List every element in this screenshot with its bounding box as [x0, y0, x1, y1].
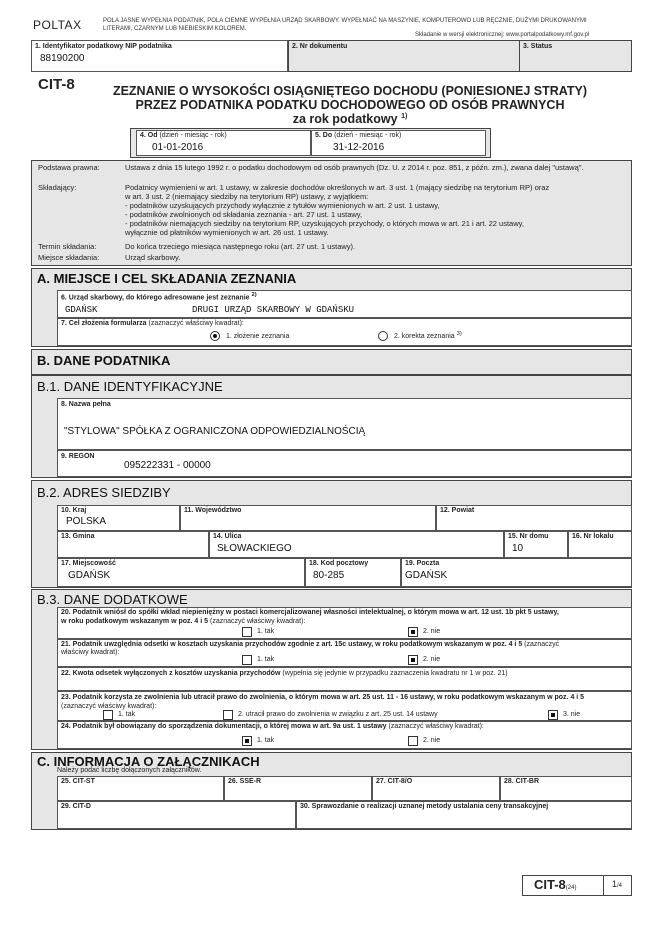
regon-label: 9. REGON — [61, 453, 95, 460]
field-23-hint: (zaznaczyć właściwy kwadrat): — [61, 703, 157, 710]
date-from-value: 01-01-2016 — [152, 142, 204, 153]
form-code: CIT-8 — [38, 76, 75, 93]
footer-divider — [603, 875, 604, 896]
field-21-no-label: 2. nie — [423, 656, 441, 663]
field-23-opt2-label: 2. utracił prawo do zwolnienia w związku z art. 25 ust. 14 ustawy — [238, 711, 438, 718]
section-c-hint: Należy podać liczbę dołączonych załączników. — [57, 767, 202, 774]
regon-value: 095222331 - 00000 — [124, 460, 211, 471]
date-from-label: 4. Od (dzień - miesiąc - rok) — [140, 132, 227, 139]
field-24-no-label: 2. nie — [423, 737, 441, 744]
purpose-option-correction[interactable]: 2. korekta zeznania $^{3)}$ — [378, 331, 462, 341]
apartment-label: 16. Nr lokalu — [572, 533, 614, 540]
full-name-label: 8. Nazwa pełna — [61, 401, 111, 408]
field-20-no-label: 2. nie — [423, 628, 441, 635]
nip-value: 88190200 — [40, 53, 85, 64]
divider — [519, 40, 520, 72]
poltax-label: POLTAX — [33, 18, 82, 32]
filer-line: wyłącznie od płatników wymienionych w art. 26 ust. 1 ustawy. — [125, 228, 329, 237]
full-name-value: "STYLOWA" SPÓŁKA Z OGRANICZONA ODPOWIEDZIALNOŚCIĄ — [64, 426, 366, 437]
radio-unchecked-icon[interactable] — [378, 331, 388, 341]
field-22-label: 22. Kwota odsetek wyłączonych z kosztów uzyskania przychodów (wypełnia się jedynie w przypadku zaznaczenia kwadratu nr 1 w poz. 21) — [61, 670, 508, 677]
house-number-value: 10 — [512, 543, 524, 554]
field-21-label: 21. Podatnik uwzględnia odsetki w kosztach uzyskania przychodów zgodnie z art. 15c ustawy, w roku podatkowym wskazanym w poz. 4 i 5 (zaznaczyć — [61, 641, 560, 648]
place-label: Miejsce składania: — [38, 253, 100, 262]
street-value: SŁOWACKIEGO — [217, 543, 292, 554]
field-20-no-checkbox[interactable] — [408, 627, 418, 637]
deadline-label: Termin składania: — [38, 242, 97, 251]
filer-line: w art. 3 ust. 2 (niemający siedziby na terytorium RP) ustawy, z wyjątkiem: — [125, 192, 369, 201]
title-line3: za rok podatkowy $^{1)}$ — [292, 112, 408, 126]
nip-label: 1. Identyfikator podatkowy NIP podatnika — [35, 43, 172, 50]
field-23-opt3-label: 3. nie — [563, 711, 581, 718]
attachment-cit-st-label: 25. CIT-ST — [61, 778, 95, 785]
field-20-yes-label: 1. tak — [257, 628, 275, 635]
section-b3-title: B.3. DANE DODATKOWE — [37, 592, 188, 607]
tax-office-label: 6. Urząd skarbowy, do którego adresowane jest zeznanie $^{2)}$ — [61, 292, 257, 302]
country-value: POLSKA — [66, 516, 107, 527]
post-office-value: GDAŃSK — [405, 570, 448, 581]
field-21-no-checkbox[interactable] — [408, 655, 418, 665]
deadline-text: Do końca trzeciego miesiąca następnego roku (art. 27 ust. 1 ustawy). — [125, 242, 356, 251]
postal-code-value: 80-285 — [313, 570, 345, 581]
attachment-cit-8o-label: 27. CIT-8/O — [376, 778, 413, 785]
filer-line: Podatnicy wymienieni w art. 1 ustawy, w zakresie dochodów określonych w art. 3 ust. 1 (mający siedzibę na terytorium RP) oraz — [125, 183, 550, 192]
tax-office-name: DRUGI URZĄD SKARBOWY W GDAŃSKU — [192, 305, 355, 315]
field-24-yes-checkbox[interactable] — [242, 736, 252, 746]
attachment-cit-d[interactable] — [57, 801, 296, 829]
basis-text: Ustawa z dnia 15 lutego 1992 r. o podatku dochodowym od osób prawnych (Dz. U. z 2014 r. poz. 851, z późn. zm.), zwana dalej "ustawą". — [125, 163, 584, 172]
field-23-opt3-checkbox[interactable] — [548, 710, 558, 720]
filer-line: - podatników zwolnionych od składania zeznania - art. 27 ust. 1 ustawy, — [125, 210, 363, 219]
field-23-opt1-label: 1. tak — [118, 711, 136, 718]
section-a-title: A. MIEJSCE I CEL SKŁADANIA ZEZNANIA — [37, 271, 297, 286]
place-text: Urząd skarbowy. — [125, 253, 181, 262]
status-label: 3. Status — [523, 43, 553, 50]
full-name-field[interactable] — [57, 398, 632, 450]
field-20-label: 20. Podatnik wniósł do spółki wkład niepieniężny w postaci komercjalizowanej własności intelektualnej, o którym mowa w art. 12 ust. 1b pkt 5 ustawy, — [61, 609, 559, 616]
field-24-no-checkbox[interactable] — [408, 736, 418, 746]
purpose-label: 7. Cel złożenia formularza (zaznaczyć właściwy kwadrat): — [61, 320, 244, 327]
filer-line: - podatników uzyskujących przychody wyłącznie z tytułów wymienionych w art. 2 ust. 1 ustawy, — [125, 201, 440, 210]
field-23-label: 23. Podatnik korzysta ze zwolnienia lub utracił prawo do zwolnienia, o którym mowa w art. 25 ust. 11 - 16 ustawy, w roku podatkowym wskazanym w poz. 4 i 5 — [61, 694, 585, 701]
city-value: GDAŃSK — [68, 570, 111, 581]
section-c-title: C. INFORMACJA O ZAŁĄCZNIKACH — [37, 754, 260, 769]
date-to-label: 5. Do (dzień - miesiąc - rok) — [315, 132, 402, 139]
field-21-yes-checkbox[interactable] — [242, 655, 252, 665]
radio-checked-icon[interactable] — [210, 331, 220, 341]
field-21-yes-label: 1. tak — [257, 656, 275, 663]
filer-label: Składający: — [38, 183, 77, 192]
field-20-yes-checkbox[interactable] — [242, 627, 252, 637]
field-24-yes-label: 1. tak — [257, 737, 275, 744]
title-line2: PRZEZ PODATNIKA PODATKU DOCHODOWEGO OD OSÓB PRAWNYCH — [135, 98, 565, 112]
commune-label: 13. Gmina — [61, 533, 95, 540]
city-label: 17. Miejscowość — [61, 560, 116, 567]
post-office-label: 19. Poczta — [405, 560, 440, 567]
postal-code-label: 18. Kod pocztowy — [309, 560, 369, 567]
field-20-label2: w roku podatkowym wskazanym w poz. 4 i 5 (zaznaczyć właściwy kwadrat): — [61, 618, 306, 625]
divider — [288, 40, 289, 72]
field-21-hint: właściwy kwadrat): — [61, 649, 120, 656]
footer-page: 1/4 — [612, 879, 623, 889]
basis-label: Podstawa prawna: — [38, 163, 100, 172]
field-23-opt2-checkbox[interactable] — [223, 710, 233, 720]
field-24-label: 24. Podatnik był obowiązany do sporządzenia dokumentacji, o której mowa w art. 9a ust. 1 ustawy (zaznaczyć właściwy kwadrat): — [61, 723, 484, 730]
country-label: 10. Kraj — [61, 507, 87, 514]
attachment-cit-d-label: 29. CIT-D — [61, 803, 91, 810]
title-line1: ZEZNANIE O WYSOKOŚCI OSIĄGNIĘTEGO DOCHODU (PONIESIONEJ STRATY) — [112, 84, 588, 98]
field-23-opt1-checkbox[interactable] — [103, 710, 113, 720]
purpose-option-submit[interactable]: 1. złożenie zeznania — [210, 331, 289, 341]
street-label: 14. Ulica — [213, 533, 242, 540]
date-to-value: 31-12-2016 — [333, 142, 385, 153]
epuap-note: Składanie w wersji elektronicznej: www.portalpodatkowy.mf.gov.pl — [415, 32, 590, 38]
doc-number-label: 2. Nr dokumentu — [292, 43, 348, 50]
section-b1-title: B.1. DANE IDENTYFIKACYJNE — [37, 379, 223, 394]
house-number-label: 15. Nr domu — [508, 533, 549, 540]
attachment-transfer-pricing-label: 30. Sprawozdanie o realizacji uznanej metody ustalania ceny transakcyjnej — [300, 803, 549, 810]
attachment-sse-r-label: 26. SSE-R — [228, 778, 262, 785]
voivodeship-label: 11. Województwo — [184, 507, 242, 514]
section-b-title: B. DANE PODATNIKA — [37, 353, 171, 368]
tax-office-city: GDAŃSK — [65, 305, 98, 315]
section-b2-title: B.2. ADRES SIEDZIBY — [37, 485, 171, 500]
filer-line: - podatników niemających siedziby na terytorium RP, uzyskujących przychody, o których mowa w art. 21 i art. 22 ustawy, — [125, 219, 524, 228]
county-label: 12. Powiat — [440, 507, 475, 514]
footer-form-code: CIT-8(24) — [534, 877, 577, 892]
attachment-cit-br-label: 28. CIT-BR — [504, 778, 540, 785]
header-notice: POLA JASNE WYPEŁNIA PODATNIK, POLA CIEMNE WYPEŁNIA URZĄD SKARBOWY. WYPEŁNIAĆ NA MASZYNIE, KOMPUTEROWO LUB RĘCZNIE, DUŻYMI DRUKOWANYMI LITERAMI, CZARNYM LUB NIEBIESKIM KOLOREM. — [103, 18, 587, 32]
